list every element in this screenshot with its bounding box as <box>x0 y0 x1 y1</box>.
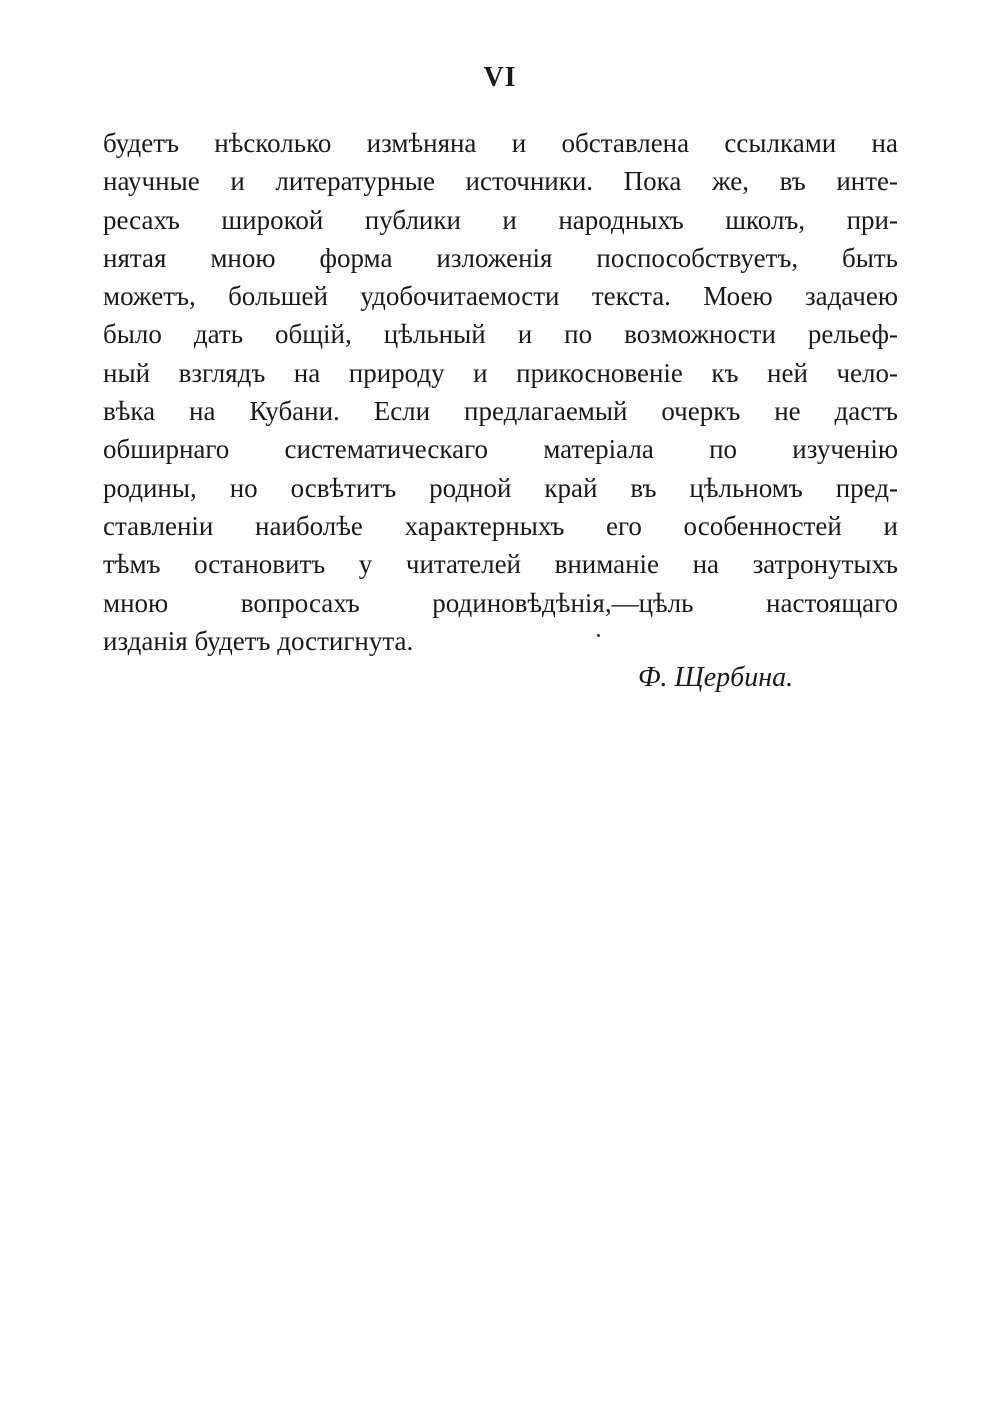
page-number: VI <box>483 62 517 93</box>
body-text <box>103 124 898 660</box>
print-speck <box>597 634 600 637</box>
text-line: тѣмъ остановитъ у читателей вниманіе на затронутыхъ <box>103 549 898 580</box>
author-signature: Ф. Щербина. <box>638 662 794 693</box>
text-line: ресахъ широкой публики и народныхъ школъ, при- <box>103 204 898 235</box>
text-line: обширнаго систематическаго матеріала по изученію <box>103 434 898 465</box>
text-line: ный взглядъ на природу и прикосновеніе къ ней чело- <box>103 357 898 388</box>
text-line: можетъ, большей удобочитаемости текста. Моею задачею <box>103 281 898 312</box>
text-line: мною вопросахъ родиновѣдѣнія,—цѣль настоящаго <box>103 587 898 618</box>
text-line: родины, но освѣтитъ родной край въ цѣльномъ пред- <box>103 472 898 503</box>
text-line: ставленіи наиболѣе характерныхъ его особенностей и <box>103 510 898 541</box>
text-line: будетъ нѣсколько измѣняна и обставлена ссылками на <box>103 128 898 158</box>
text-line: было дать общій, цѣльный и по возможности рельеф- <box>103 319 898 350</box>
text-line: нятая мною форма изложенія поспособствуетъ, быть <box>103 242 898 273</box>
text-line: научные и литературные источники. Пока же, въ инте- <box>103 166 898 197</box>
text-line-last: изданія будетъ достигнута. <box>103 625 414 656</box>
text-line: вѣка на Кубани. Если предлагаемый очеркъ не дастъ <box>103 396 898 427</box>
